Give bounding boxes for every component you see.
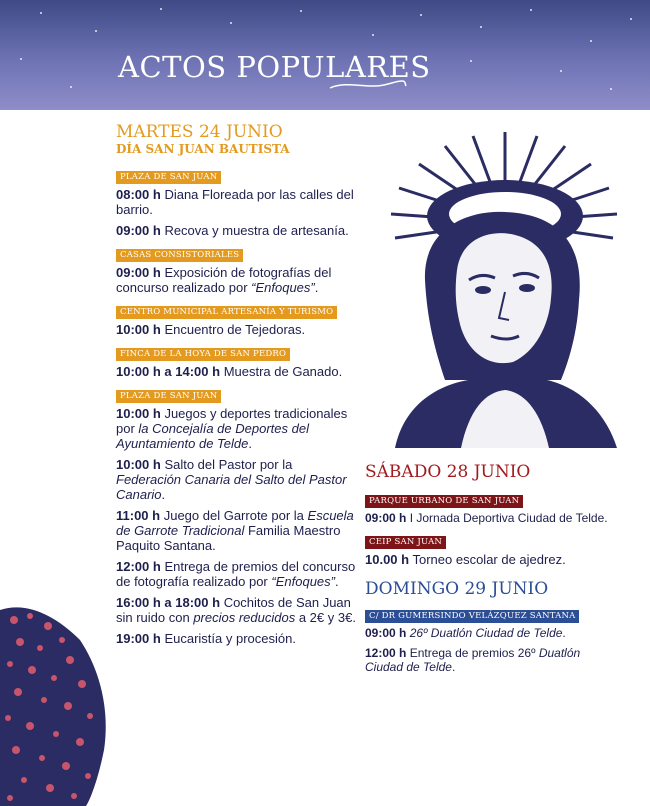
event-text: Cochitos de San Juan sin ruido con (116, 595, 351, 625)
flowers-decoration-icon (0, 600, 112, 806)
event-item (365, 646, 615, 674)
day-heading-domingo: DOMINGO 29 JUNIO (365, 579, 549, 599)
event-item (365, 552, 615, 567)
event-text: Juegos y deportes tradicionales por (116, 406, 348, 436)
page-title: ACTOS POPULARES (118, 50, 431, 84)
day-subtitle-martes: DÍA SAN JUAN BAUTISTA (116, 142, 290, 156)
event-text: Juego del Garrote por la (163, 508, 308, 523)
event-text-after: . (248, 436, 253, 451)
event-item (116, 457, 356, 502)
event-time: 10:00 h (116, 322, 161, 337)
venue-block (365, 531, 615, 567)
event-text-italic: precios reducidos (193, 610, 296, 625)
event-text-after: . (314, 280, 319, 295)
venue-label: CASAS CONSISTORIALES (116, 249, 243, 262)
event-text: Diana Floreada por las calles del barrio. (116, 187, 354, 217)
event-text-italic: “Enfoques” (251, 280, 315, 295)
event-text-italic: “Enfoques” (271, 574, 335, 589)
venue-label: PLAZA DE SAN JUAN (116, 171, 221, 184)
event-time: 10:00 h a 14:00 h (116, 364, 221, 379)
event-item (365, 511, 615, 525)
venue-block (116, 166, 356, 238)
event-item (116, 322, 356, 337)
event-text: Exposición de fotografías del concurso realizado por (116, 265, 332, 295)
event-text: Eucaristía y procesión. (164, 631, 296, 646)
event-text-after: . (161, 487, 166, 502)
event-text-italic: Federación Canaria del Salto del Pastor Canario (116, 472, 347, 502)
event-item (116, 595, 356, 625)
venue-block (365, 490, 615, 525)
event-text-after: . (451, 660, 456, 674)
venue-block (116, 343, 356, 379)
event-item (116, 508, 356, 553)
event-time: 09:00 h (116, 265, 161, 280)
event-item (116, 187, 356, 217)
event-text: I Jornada Deportiva Ciudad de Telde. (409, 511, 608, 525)
venue-label: CEIP SAN JUAN (365, 536, 446, 549)
saint-portrait-illustration (365, 130, 630, 448)
event-text-after: . (334, 574, 339, 589)
event-text-italic: 26º Duatlón Ciudad de Telde (409, 626, 563, 640)
event-time: 12:00 h (365, 646, 407, 660)
event-time: 11:00 h (116, 508, 161, 523)
event-text: Muestra de Ganado. (223, 364, 343, 379)
venue-block (116, 244, 356, 295)
event-time: 10:00 h (116, 457, 161, 472)
title-swash-icon (328, 78, 408, 92)
martes-column (116, 122, 356, 652)
day-heading-sabado: SÁBADO 28 JUNIO (365, 462, 531, 482)
venue-label: C/ DR GUMERSINDO VELÁZQUEZ SANTANA (365, 610, 579, 623)
venue-block (116, 385, 356, 646)
event-item (116, 631, 356, 646)
event-text: Recova y muestra de artesanía. (164, 223, 349, 238)
event-text: Salto del Pastor por la (164, 457, 293, 472)
event-time: 16:00 h a 18:00 h (116, 595, 221, 610)
venue-block (365, 605, 615, 674)
venue-label: PARQUE URBANO DE SAN JUAN (365, 495, 523, 508)
event-time: 08:00 h (116, 187, 161, 202)
venue-block (116, 301, 356, 337)
event-text-italic: Duatlón Ciudad de Telde (365, 646, 581, 674)
event-item (116, 223, 356, 238)
event-text-italic: la Concejalía de Deportes del Ayuntamiento de Telde (116, 421, 309, 451)
event-time: 19:00 h (116, 631, 161, 646)
event-text-after: . (562, 626, 566, 640)
event-time: 09:00 h (365, 511, 407, 525)
venue-label: FINCA DE LA HOYA DE SAN PEDRO (116, 348, 290, 361)
event-item (116, 406, 356, 451)
event-time: 10:00 h (116, 406, 161, 421)
event-text: Entrega de premios 26º (409, 646, 539, 660)
day-heading-martes: MARTES 24 JUNIO (116, 122, 283, 142)
event-item (116, 364, 356, 379)
event-item (116, 265, 356, 295)
header-banner (0, 0, 650, 110)
event-text: Torneo escolar de ajedrez. (412, 552, 566, 567)
weekend-column (365, 462, 615, 680)
event-text-italic: Escuela de Garrote Tradicional (116, 508, 354, 538)
event-time: 09:00 h (365, 626, 407, 640)
venue-label: CENTRO MUNICIPAL ARTESANÍA Y TURISMO (116, 306, 337, 319)
event-item (116, 559, 356, 589)
event-text-after: a 2€ y 3€. (295, 610, 356, 625)
venue-label: PLAZA DE SAN JUAN (116, 390, 221, 403)
event-time: 12:00 h (116, 559, 161, 574)
event-text: Encuentro de Tejedoras. (164, 322, 306, 337)
event-time: 09:00 h (116, 223, 161, 238)
event-time: 10.00 h (365, 552, 410, 567)
event-item (365, 626, 615, 640)
event-text-after: Familia Maestro Paquito Santana. (116, 523, 341, 553)
event-text: Entrega de premios del concurso de fotografía realizado por (116, 559, 356, 589)
